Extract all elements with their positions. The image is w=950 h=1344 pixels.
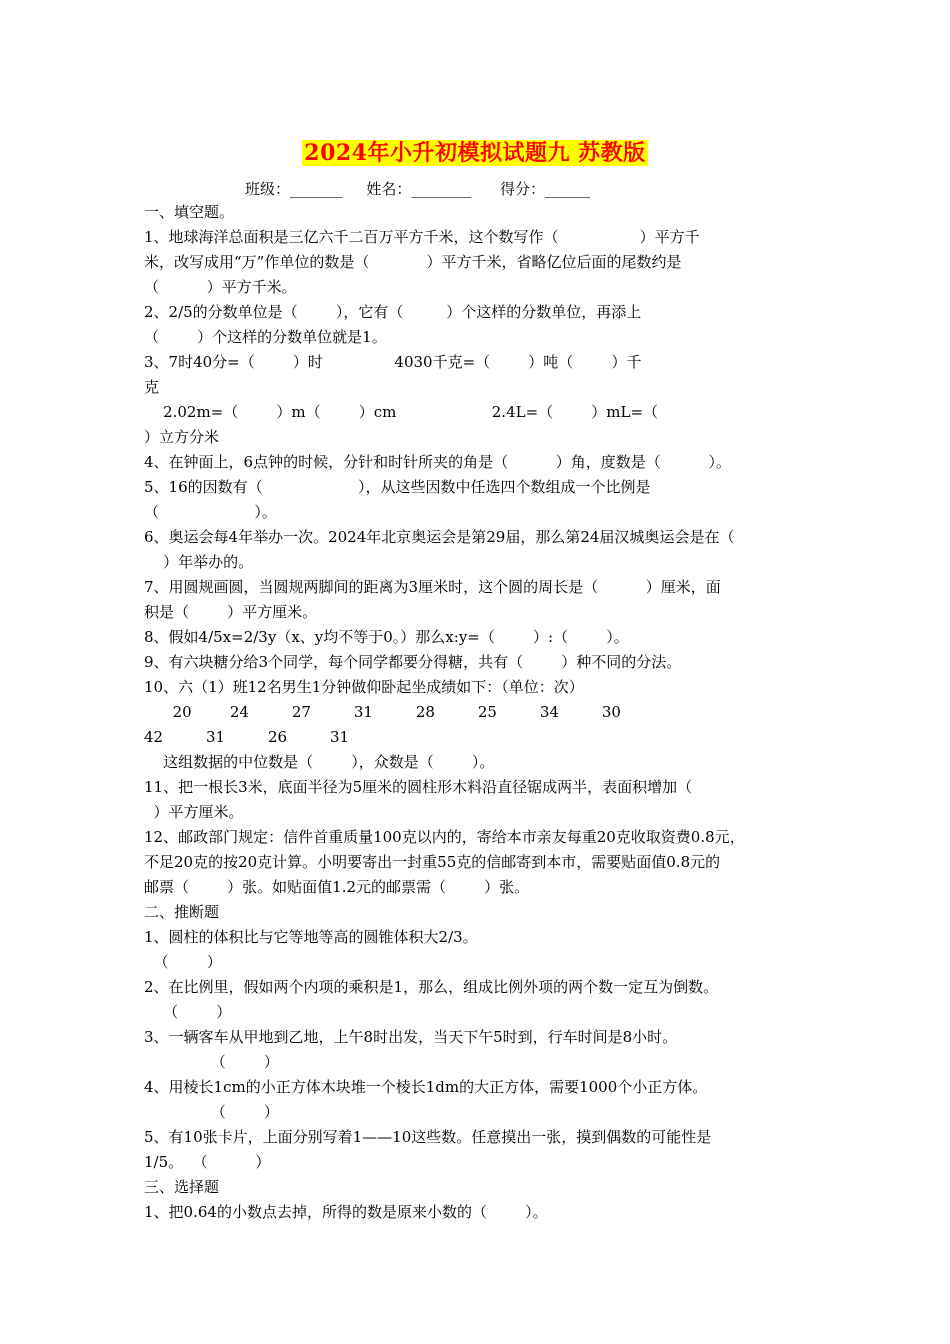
text-line: 5、16的因数有（ ），从这些因数中任选四个数组成一个比例是: [144, 478, 651, 496]
text-line: 7、用圆规画圆，当圆规两脚间的距离为3厘米时，这个圆的周长是（ ）厘米，面: [144, 578, 721, 596]
text-line: 2.02m=（ ）m（ ）cm 2.4L=（ ）mL=（: [144, 403, 659, 421]
text-line: 积是（ ）平方厘米。: [144, 603, 318, 621]
text-line: ）立方分米: [144, 428, 220, 446]
text-line: （ ）: [144, 1053, 279, 1071]
text-line: 1、把0.64的小数点去掉，所得的数是原来小数的（ ）。: [144, 1203, 548, 1221]
text-line: 3、一辆客车从甲地到乙地，上午8时出发，当天下午5时到，行车时间是8小时。: [144, 1028, 678, 1046]
text-line: 2、2/5的分数单位是（ ），它有（ ）个这样的分数单位，再添上: [144, 303, 642, 321]
text-line: 这组数据的中位数是（ ），众数是（ ）。: [144, 753, 495, 771]
text-line: （ ）: [144, 953, 222, 971]
text-line: 米，改写成用“万”作单位的数是（ ）平方千米，省略亿位后面的尾数约是: [144, 253, 682, 271]
page-title: [0, 136, 950, 167]
question-body: [144, 200, 809, 1225]
text-line: ）平方厘米。: [144, 803, 244, 821]
page-title-text: 2024年小升初模拟试题九 苏教版: [304, 140, 646, 166]
text-line: 11、把一根长3米，底面半径为5厘米的圆柱形木料沿直径锯成两半，表面积增加（: [144, 778, 693, 796]
text-line: 1、圆柱的体积比与它等地等高的圆锥体积大2/3。: [144, 928, 478, 946]
text-line: 10、六（1）班12名男生1分钟做仰卧起坐成绩如下：（单位：次）: [144, 678, 584, 696]
text-line: 5、有10张卡片，上面分别写着1——10这些数。任意摸出一张，摸到偶数的可能性是: [144, 1128, 712, 1146]
text-line: （ ）个这样的分数单位就是1。: [144, 328, 387, 346]
text-line: （ ）。: [144, 503, 277, 521]
text-line: （ ）: [144, 1003, 232, 1021]
text-line: 6、奥运会每4年举办一次。2024年北京奥运会是第29届，那么第24届汉城奥运会是在（: [144, 528, 735, 546]
text-line: ）年举办的。: [144, 553, 254, 571]
text-line: 4、在钟面上，6点钟的时候，分针和时针所夹的角是（ ）角，度数是（ ）。: [144, 453, 731, 471]
text-line: 3、7时40分=（ ）时 4030千克=（ ）吨（ ）千: [144, 353, 642, 371]
text-line: 12、邮政部门规定：信件首重质量100克以内的，寄给本市亲友每重20克收取资费0.8元，: [144, 828, 745, 846]
text-line: 邮票（ ）张。如贴面值1.2元的邮票需（ ）张。: [144, 878, 530, 896]
text-line: 克: [144, 378, 160, 396]
text-line: 20 24 27 31 28 25 34 30: [144, 703, 621, 721]
text-line: 1、地球海洋总面积是三亿六千二百万平方千米，这个数写作（ ）平方千: [144, 228, 700, 246]
text-line: 4、用棱长1cm的小正方体木块堆一个棱长1dm的大正方体，需要1000个小正方体。: [144, 1078, 708, 1096]
text-line: 9、有六块糖分给3个同学，每个同学都要分得糖，共有（ ）种不同的分法。: [144, 653, 682, 671]
text-line: 二、推断题: [144, 903, 220, 921]
text-line: 8、假如4/5x=2/3y（x、y均不等于0。）那么x:y=（ ）:（ ）。: [144, 628, 629, 646]
info-line: 班级：_______ 姓名：________ 得分：______: [245, 180, 590, 198]
text-line: 42 31 26 31: [144, 728, 350, 746]
text-line: 一、填空题。: [144, 203, 235, 221]
text-line: 三、选择题: [144, 1178, 220, 1196]
text-line: 2、在比例里，假如两个内项的乘积是1，那么，组成比例外项的两个数一定互为倒数。: [144, 978, 719, 996]
text-line: （ ）平方千米。: [144, 278, 297, 296]
text-line: 1/5。 （ ）: [144, 1153, 271, 1171]
text-line: 不足20克的按20克计算。小明要寄出一封重55克的信邮寄到本市，需要贴面值0.8元的: [144, 853, 721, 871]
text-line: （ ）: [144, 1103, 279, 1121]
